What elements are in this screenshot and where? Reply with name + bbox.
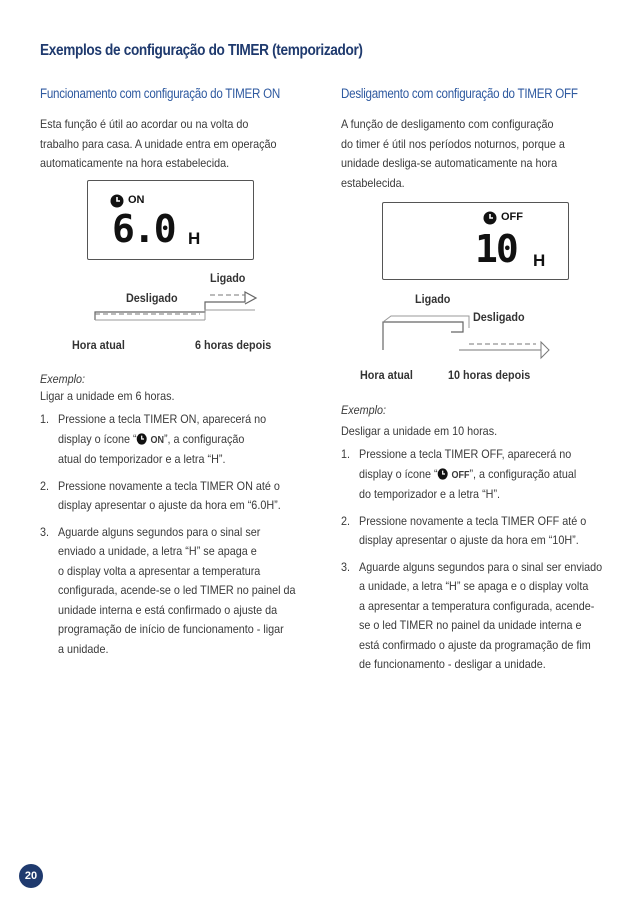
step-line: o display volta a apresentar a temperatura: [58, 563, 261, 578]
step-2: [341, 512, 629, 551]
step-line: atual do temporizador e a letra “H”.: [58, 452, 226, 466]
page-number: 20: [19, 864, 43, 888]
step-line: a unidade.: [58, 641, 109, 656]
timer-off-steps: [341, 403, 611, 675]
clock-icon: [137, 433, 148, 445]
timer-on-steps: [40, 372, 310, 659]
lcd-digits: 6.0: [112, 207, 175, 251]
intro-line: unidade desliga-se automaticamente na hora: [341, 156, 558, 170]
off-badge: OFF: [451, 469, 470, 481]
step-line: configurada, acende-se o led TIMER no painel da: [58, 583, 296, 597]
timeline-graphic: [40, 280, 320, 330]
example-text: Desligar a unidade em 10 horas.: [341, 424, 498, 438]
intro-line: do timer é útil nos períodos noturnos, porque a: [341, 136, 565, 151]
lcd-digits: 10: [475, 227, 517, 271]
step-number: 3.: [341, 559, 351, 574]
step-line: Aguarde alguns segundos para o sinal ser: [58, 524, 261, 539]
timer-off-diagram: [341, 202, 621, 387]
step-3: [341, 558, 629, 675]
on-badge: ON: [128, 194, 145, 206]
step-line: Aguarde alguns segundos para o sinal ser enviado: [359, 559, 603, 574]
intro-line: estabelecida.: [341, 175, 405, 190]
timer-on-diagram: [40, 180, 320, 360]
lcd-display: [87, 180, 254, 260]
timer-on-section: [40, 86, 310, 174]
on-badge: ON: [150, 434, 164, 446]
step-number: 2.: [40, 478, 50, 493]
label-ligado: Ligado: [415, 292, 451, 306]
label-horas-depois: 10 horas depois: [448, 368, 531, 382]
step-number: 2.: [341, 513, 351, 528]
step-1: [40, 410, 328, 470]
intro-line: Esta função é útil ao acordar ou na volta do: [40, 117, 249, 131]
step-line: enviado a unidade, a letra “H” se apaga e: [58, 544, 257, 558]
lcd-display: [382, 202, 569, 280]
step-1: [341, 445, 629, 505]
off-badge: OFF: [501, 211, 523, 223]
step-line: display o ícone “ OFF”, a configuração atual: [359, 466, 577, 481]
step-line: unidade interna e está confirmado o ajuste da: [58, 602, 278, 617]
step-2: [40, 477, 328, 516]
step-line: a apresentar a temperatura configurada, acende-: [359, 598, 595, 613]
intro-line: trabalho para casa. A unidade entra em operação: [40, 136, 277, 151]
clock-icon: [483, 211, 497, 225]
step-line: está confirmado o ajuste da programação de fim: [359, 637, 591, 652]
step-line: Pressione novamente a tecla TIMER ON até o: [58, 478, 280, 493]
example-label: Exemplo:: [40, 372, 86, 386]
example-text: Ligar a unidade em 6 horas.: [40, 389, 175, 403]
clock-icon: [438, 468, 449, 480]
label-ligado: Ligado: [210, 271, 246, 285]
step-number: 1.: [40, 412, 50, 426]
lcd-unit: H: [188, 229, 201, 248]
step-number: 3.: [40, 524, 50, 539]
step-line: Pressione a tecla TIMER ON, aparecerá no: [58, 412, 267, 426]
label-horas-depois: 6 horas depois: [195, 338, 272, 352]
step-line: do temporizador e a letra “H”.: [359, 487, 501, 501]
step-line: Pressione novamente a tecla TIMER OFF até o: [359, 513, 587, 528]
timeline-graphic: [341, 310, 621, 360]
step-line: se o led TIMER no painel da unidade interna e: [359, 618, 582, 632]
timer-off-heading: Desligamento com configuração do TIMER OFF: [341, 86, 578, 101]
label-hora-atual: Hora atual: [72, 338, 125, 352]
timer-off-intro: [341, 115, 611, 193]
label-desligado: Desligado: [473, 310, 525, 324]
timer-on-intro: [40, 115, 310, 174]
example-label: Exemplo:: [341, 403, 387, 417]
step-number: 1.: [341, 447, 351, 461]
timer-on-heading: Funcionamento com configuração do TIMER ON: [40, 86, 280, 101]
step-line: display apresentar o ajuste da hora em “6.0H”.: [58, 498, 281, 512]
clock-icon: [110, 194, 124, 208]
step-line: display apresentar o ajuste da hora em “10H”.: [359, 533, 579, 547]
label-desligado: Desligado: [126, 291, 178, 305]
intro-line: A função de desligamento com configuração: [341, 117, 554, 131]
lcd-unit: H: [533, 251, 546, 270]
intro-line: automaticamente na hora estabelecida.: [40, 156, 230, 170]
step-line: programação de início de funcionamento - ligar: [58, 622, 284, 636]
timer-off-section: [341, 86, 611, 193]
step-3: [40, 523, 328, 660]
step-line: Pressione a tecla TIMER OFF, aparecerá no: [359, 447, 572, 461]
step-line: a unidade, a letra “H” se apaga e o display volta: [359, 579, 589, 593]
label-hora-atual: Hora atual: [360, 368, 413, 382]
page-title: Exemplos de configuração do TIMER (temporizador): [40, 42, 363, 59]
step-line: de funcionamento - desligar a unidade.: [359, 657, 546, 671]
step-line: display o ícone “ ON”, a configuração: [58, 431, 245, 446]
